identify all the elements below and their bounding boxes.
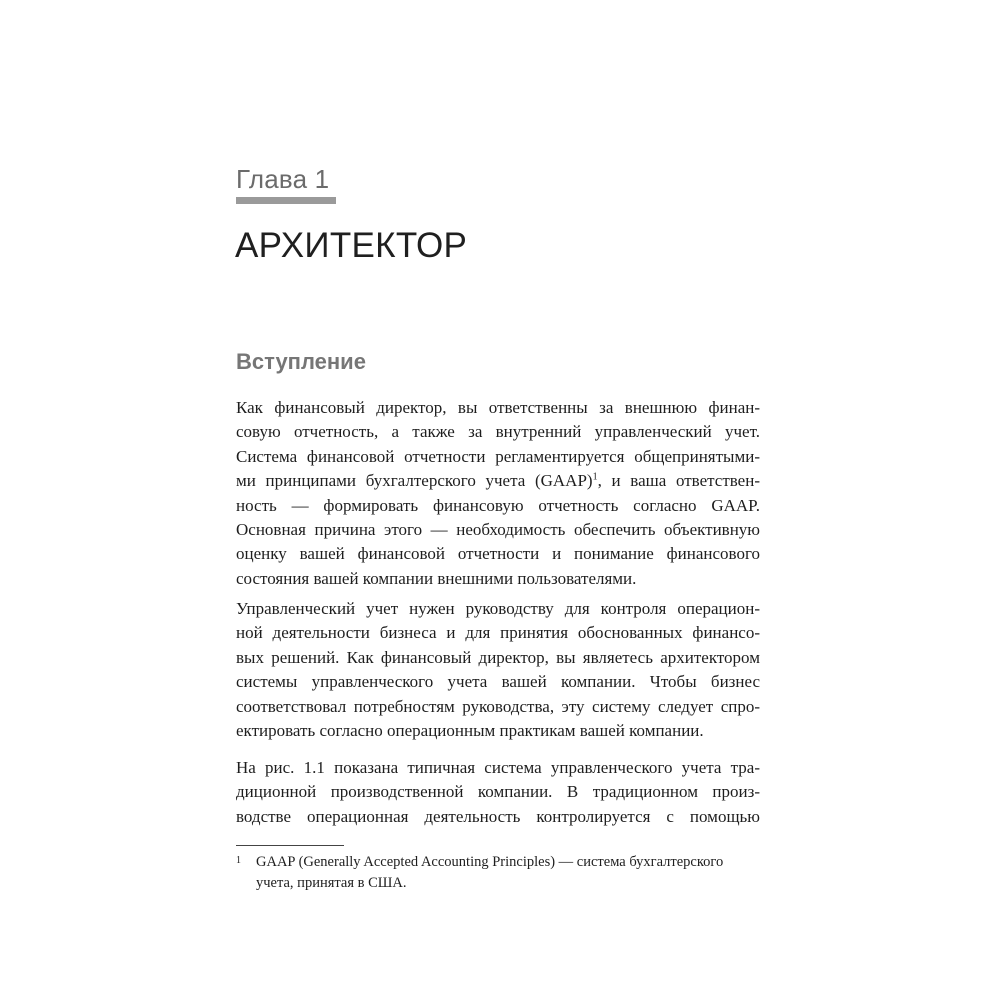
chapter-title: АРХИТЕКТОР [235,226,468,265]
paragraph-line: Как финансовый директор, вы ответственны за внешнюю финан- [236,398,760,417]
paragraph-line: системы управленческого учета вашей компании. Чтобы бизнес [236,672,760,692]
footnote-line: учета, принятая в США. [256,875,407,891]
paragraph-line: Основная причина этого — необходимость обеспечить объективную [236,520,760,540]
footnote-divider [236,845,344,846]
paragraph-1 [236,396,760,591]
paragraph-line: совую отчетность, а также за внутренний управленческий учет. [236,422,760,442]
footnote [236,852,760,894]
paragraph-line: Управленческий учет нужен руководству для контроля операцион- [236,599,760,618]
paragraph-line-tail: , и ваша ответствен- [597,471,760,491]
paragraph-2 [236,597,760,743]
paragraph-line: состояния вашей компании внешними пользователями. [236,568,637,588]
footnote-number: 1 [236,855,241,866]
paragraph-line: На рис. 1.1 показана типичная система управленческого учета тра- [236,758,760,777]
footnote-reference[interactable]: 1 [592,471,598,483]
paragraph-line: соответствовал потребностям руководства, эту систему следует спро- [236,696,760,716]
footnote-line: GAAP (Generally Accepted Accounting Principles) — система бухгалтерского [256,854,724,870]
paragraph-line: оценку вашей финансовой отчетности и понимание финансового [236,544,760,564]
paragraph-line-with-footnote [236,469,760,493]
paragraph-line-text: ми принципами бухгалтерского учета (GAAP) [236,471,593,491]
chapter-label: Глава 1 [236,164,330,194]
paragraph-line: ектировать согласно операционным практикам вашей компании. [236,721,704,741]
paragraph-3 [236,756,760,829]
paragraph-line: ной деятельности бизнеса и для принятия обоснованных финансо- [236,623,760,643]
paragraph-line: водстве операционная деятельность контролируется с помощью [236,806,760,826]
paragraph-line: вых решений. Как финансовый директор, вы являетесь архитектором [236,647,760,667]
paragraph-line: диционной производственной компании. В традиционном произ- [236,782,760,802]
chapter-underline-bar [236,197,336,204]
paragraph-line: Система финансовой отчетности регламентируется общепринятыми- [236,446,760,466]
section-heading: Вступление [236,349,366,374]
paragraph-line: ность — формировать финансовую отчетность согласно GAAP. [236,495,760,515]
